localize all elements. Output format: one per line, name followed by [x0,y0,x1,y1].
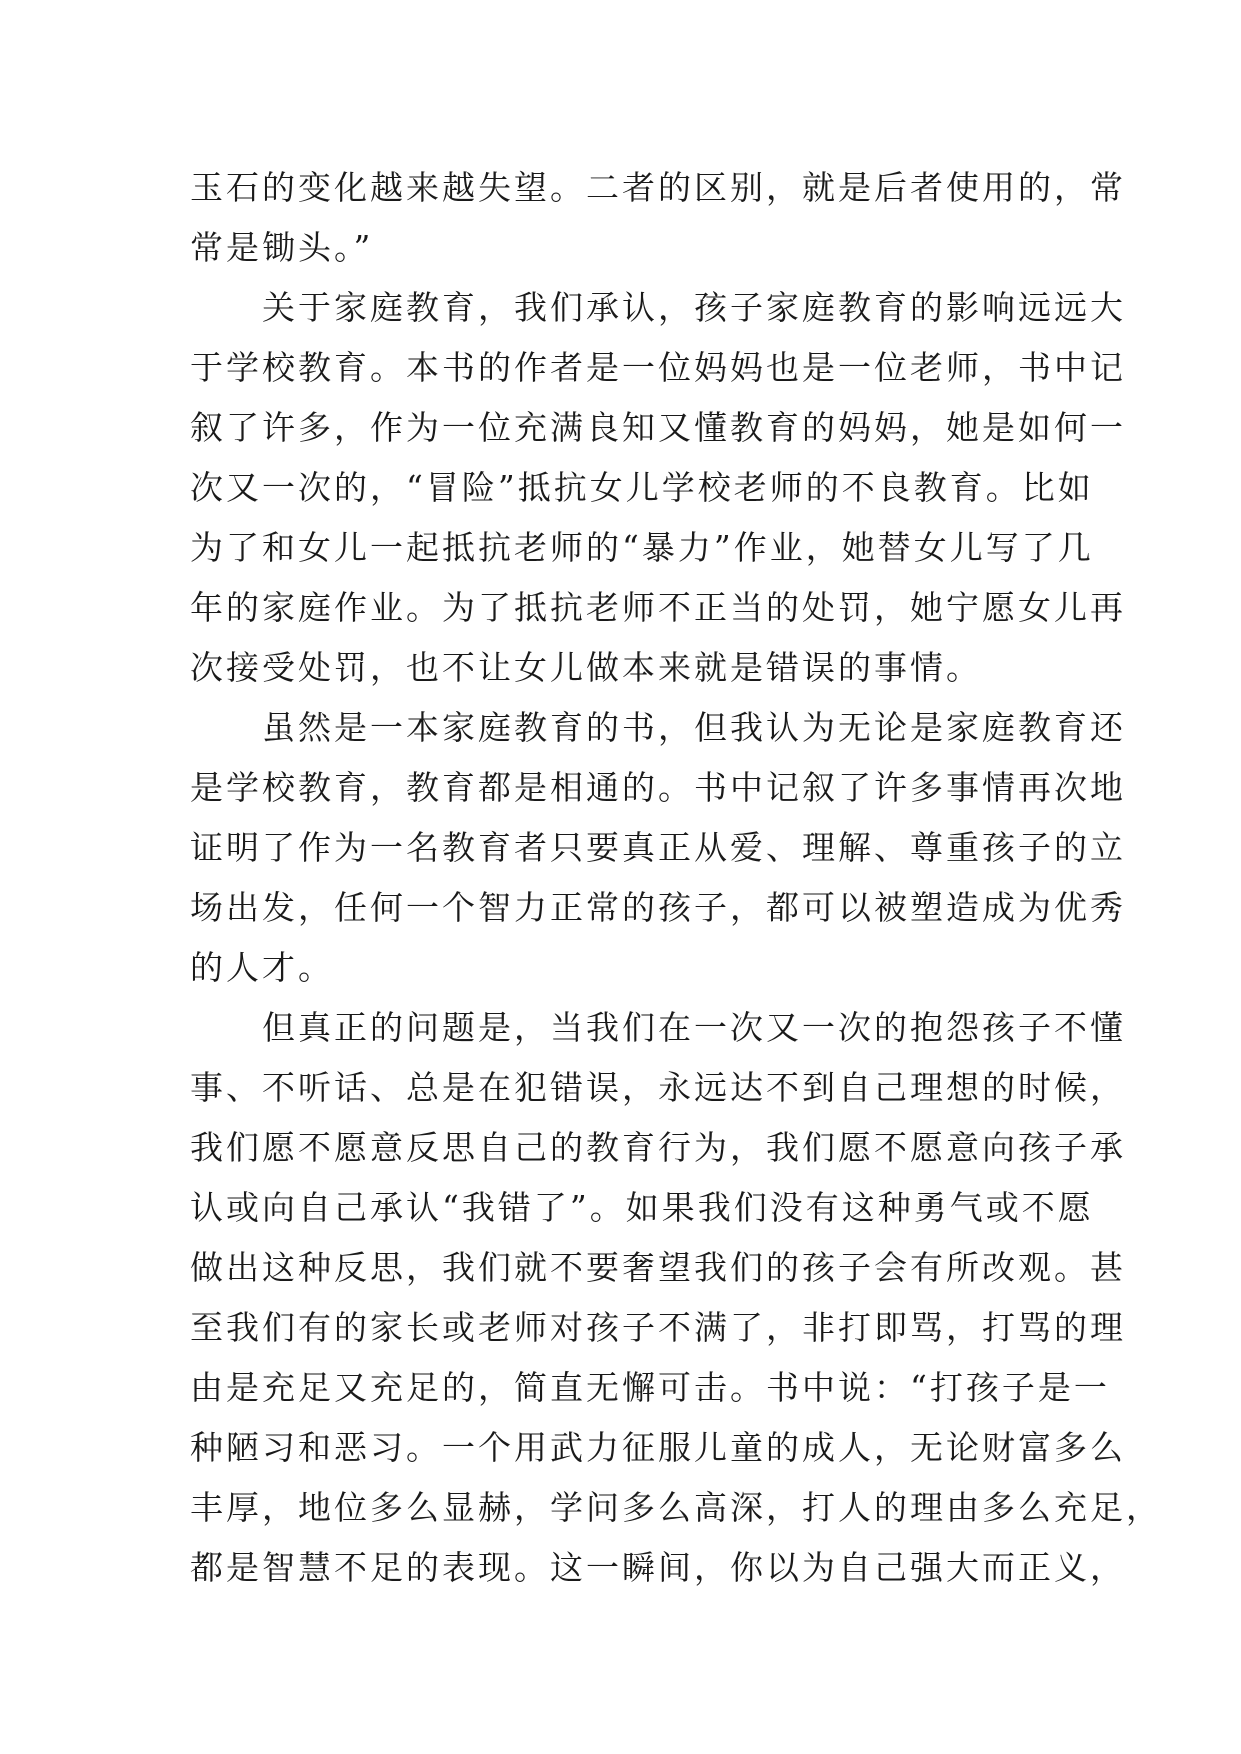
paragraph-2 [190,278,1126,698]
text-line: 丰厚，地位多么显赫，学问多么高深，打人的理由多么充足， [190,1488,1162,1527]
text-line: 至我们有的家长或老师对孩子不满了，非打即骂，打骂的理 [190,1308,1126,1347]
text-line: 常是锄头。” [190,228,374,267]
text-line: 叙了许多，作为一位充满良知又懂教育的妈妈，她是如何一 [190,408,1126,447]
text-line: 都是智慧不足的表现。这一瞬间，你以为自己强大而正义， [190,1548,1126,1587]
paragraph-4 [190,998,1162,1598]
text-line: 是学校教育，教育都是相通的。书中记叙了许多事情再次地 [190,768,1126,807]
text-line: 证明了作为一名教育者只要真正从爱、理解、尊重孩子的立 [190,828,1126,867]
paragraph-3 [190,698,1126,998]
text-line: 场出发，任何一个智力正常的孩子，都可以被塑造成为优秀 [190,888,1126,927]
text-line: 于学校教育。本书的作者是一位妈妈也是一位老师，书中记 [190,348,1126,387]
text-line: 认或向自己承认“我错了”。如果我们没有这种勇气或不愿 [190,1188,1094,1227]
text-line: 由是充足又充足的，简直无懈可击。书中说：“打孩子是一 [190,1368,1110,1407]
body-text [190,158,1162,1598]
text-line: 玉石的变化越来越失望。二者的区别，就是后者使用的，常 [190,168,1126,207]
text-line: 为了和女儿一起抵抗老师的“暴力”作业，她替女儿写了几 [190,528,1094,567]
text-line: 我们愿不愿意反思自己的教育行为，我们愿不愿意向孩子承 [190,1128,1126,1167]
text-line: 年的家庭作业。为了抵抗老师不正当的处罚，她宁愿女儿再 [190,588,1126,627]
text-line: 的人才。 [190,948,334,987]
text-line: 虽然是一本家庭教育的书，但我认为无论是家庭教育还 [262,708,1126,747]
text-line: 关于家庭教育，我们承认，孩子家庭教育的影响远远大 [262,288,1126,327]
paragraph-1 [190,158,1126,278]
text-line: 做出这种反思，我们就不要奢望我们的孩子会有所改观。甚 [190,1248,1126,1287]
text-line: 但真正的问题是，当我们在一次又一次的抱怨孩子不懂 [262,1008,1126,1047]
text-line: 次又一次的，“冒险”抵抗女儿学校老师的不良教育。比如 [190,468,1094,507]
text-line: 次接受处罚，也不让女儿做本来就是错误的事情。 [190,648,982,687]
text-line: 事、不听话、总是在犯错误，永远达不到自己理想的时候， [190,1068,1126,1107]
text-line: 种陋习和恶习。一个用武力征服儿童的成人，无论财富多么 [190,1428,1126,1467]
